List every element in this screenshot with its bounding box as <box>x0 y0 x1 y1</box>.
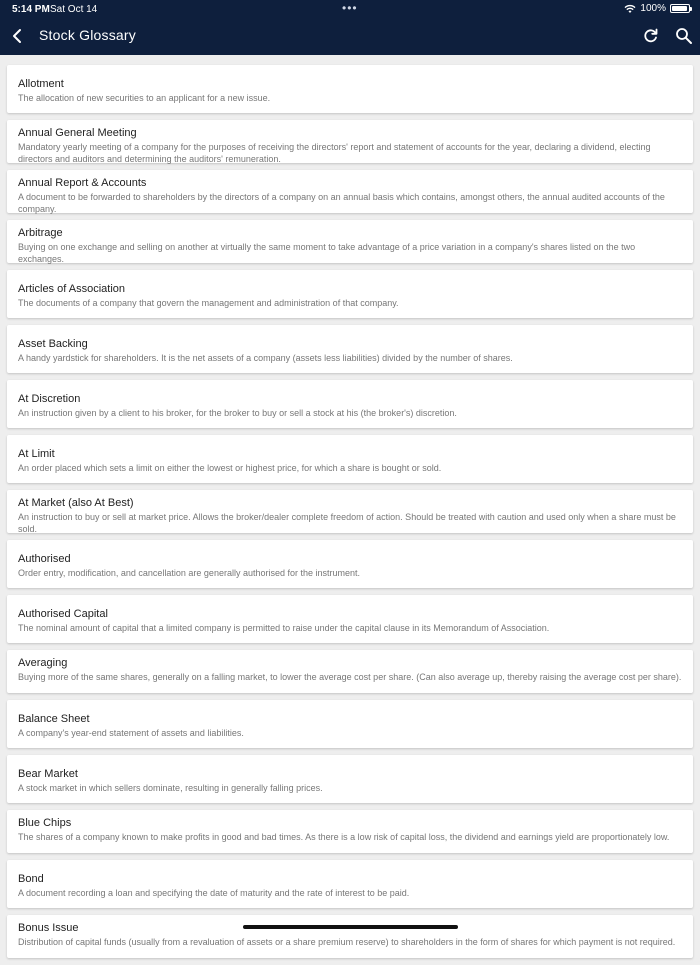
glossary-item[interactable] <box>7 650 693 693</box>
glossary-definition: Buying more of the same shares, generally on a falling market, to lower the average cost per share. (Can also average up, thereby raising the average cost per share). <box>18 672 682 682</box>
glossary-term: Asset Backing <box>18 338 88 350</box>
status-time: 5:14 PM <box>12 4 50 15</box>
battery-percent: 100% <box>640 3 666 14</box>
wifi-icon <box>624 4 636 14</box>
search-icon[interactable] <box>673 25 695 47</box>
glossary-term: Balance Sheet <box>18 713 90 725</box>
glossary-item[interactable] <box>7 810 693 853</box>
glossary-definition: A stock market in which sellers dominate, resulting in generally falling prices. <box>18 783 323 793</box>
glossary-term: Annual Report & Accounts <box>18 177 147 189</box>
glossary-term: Blue Chips <box>18 817 72 829</box>
glossary-definition: A document to be forwarded to shareholders by the directors of a company on an annual basis which contains, amongst others, the annual audited accounts of the company. <box>18 192 665 214</box>
glossary-definition: The documents of a company that govern the management and administration of that company. <box>18 298 399 308</box>
glossary-item[interactable] <box>7 65 693 113</box>
glossary-definition: Mandatory yearly meeting of a company for the purposes of receiving the directors' report and statement of accounts for the year, declaring a dividend, electing directors and auditors and determining the auditors' remuneration. <box>18 142 651 164</box>
glossary-definition: A document recording a loan and specifying the date of maturity and the rate of interest to be paid. <box>18 888 410 898</box>
glossary-item[interactable] <box>7 860 693 908</box>
glossary-term: Bonus Issue <box>18 922 79 934</box>
glossary-item[interactable] <box>7 380 693 428</box>
glossary-definition: Distribution of capital funds (usually from a revaluation of assets or a share premium reserve) to shareholders in the form of shares for which payment is not required. <box>18 937 676 947</box>
glossary-definition: The nominal amount of capital that a limited company is permitted to raise under the capital clause in its Memorandum of Association. <box>18 623 550 633</box>
multitask-dots-icon[interactable]: ••• <box>342 1 358 15</box>
glossary-item[interactable] <box>7 435 693 483</box>
glossary-term: At Market (also At Best) <box>18 497 134 509</box>
glossary-item[interactable] <box>7 325 693 373</box>
app-header <box>0 0 700 55</box>
glossary-term: At Discretion <box>18 393 81 405</box>
glossary-definition: An order placed which sets a limit on either the lowest or highest price, for which a share is bought or sold. <box>18 463 442 473</box>
nav-bar <box>0 18 700 55</box>
glossary-definition: Order entry, modification, and cancellation are generally authorised for the instrument. <box>18 568 361 578</box>
glossary-term: Averaging <box>18 657 68 669</box>
glossary-definition: A handy yardstick for shareholders. It is the net assets of a company (assets less liabilities) divided by the number of shares. <box>18 353 513 363</box>
glossary-item[interactable] <box>7 755 693 803</box>
glossary-term: Articles of Association <box>18 283 125 295</box>
glossary-term: Bond <box>18 873 44 885</box>
home-indicator[interactable] <box>243 925 458 929</box>
status-date: Sat Oct 14 <box>50 4 98 15</box>
glossary-item[interactable] <box>7 595 693 643</box>
glossary-term: At Limit <box>18 448 55 460</box>
status-bar <box>0 0 700 18</box>
glossary-item[interactable] <box>7 540 693 588</box>
glossary-term: Authorised <box>18 553 71 565</box>
glossary-item[interactable] <box>7 915 693 958</box>
glossary-term: Allotment <box>18 78 64 90</box>
glossary-term: Annual General Meeting <box>18 127 137 139</box>
glossary-item[interactable] <box>7 700 693 748</box>
glossary-item[interactable] <box>7 220 693 263</box>
chevron-left-icon[interactable] <box>6 22 28 50</box>
page-title: Stock Glossary <box>39 27 136 43</box>
glossary-item[interactable] <box>7 170 693 213</box>
glossary-definition: An instruction given by a client to his broker, for the broker to buy or sell a stock at his (the broker's) discretion. <box>18 408 457 418</box>
glossary-definition: Buying on one exchange and selling on another at virtually the same moment to take advantage of a price variation in a company's shares listed on the two exchanges. <box>18 242 636 264</box>
glossary-item[interactable] <box>7 270 693 318</box>
glossary-term: Bear Market <box>18 768 78 780</box>
glossary-item[interactable] <box>7 120 693 163</box>
glossary-term: Arbitrage <box>18 227 63 239</box>
glossary-item[interactable] <box>7 490 693 533</box>
glossary-term: Authorised Capital <box>18 608 108 620</box>
glossary-definition: A company's year-end statement of assets and liabilities. <box>18 728 244 738</box>
glossary-definition: An instruction to buy or sell at market price. Allows the broker/dealer complete freedom of action. Should be treated with caution and used only when a share must be sold. <box>18 512 676 534</box>
status-indicators <box>624 3 690 14</box>
glossary-definition: The allocation of new securities to an applicant for a new issue. <box>18 93 271 103</box>
battery-icon <box>670 4 690 13</box>
refresh-icon[interactable] <box>640 25 662 47</box>
glossary-list <box>7 65 693 965</box>
glossary-definition: The shares of a company known to make profits in good and bad times. As there is a low risk of capital loss, the dividend and earnings yield are proportionately low. <box>18 832 670 842</box>
